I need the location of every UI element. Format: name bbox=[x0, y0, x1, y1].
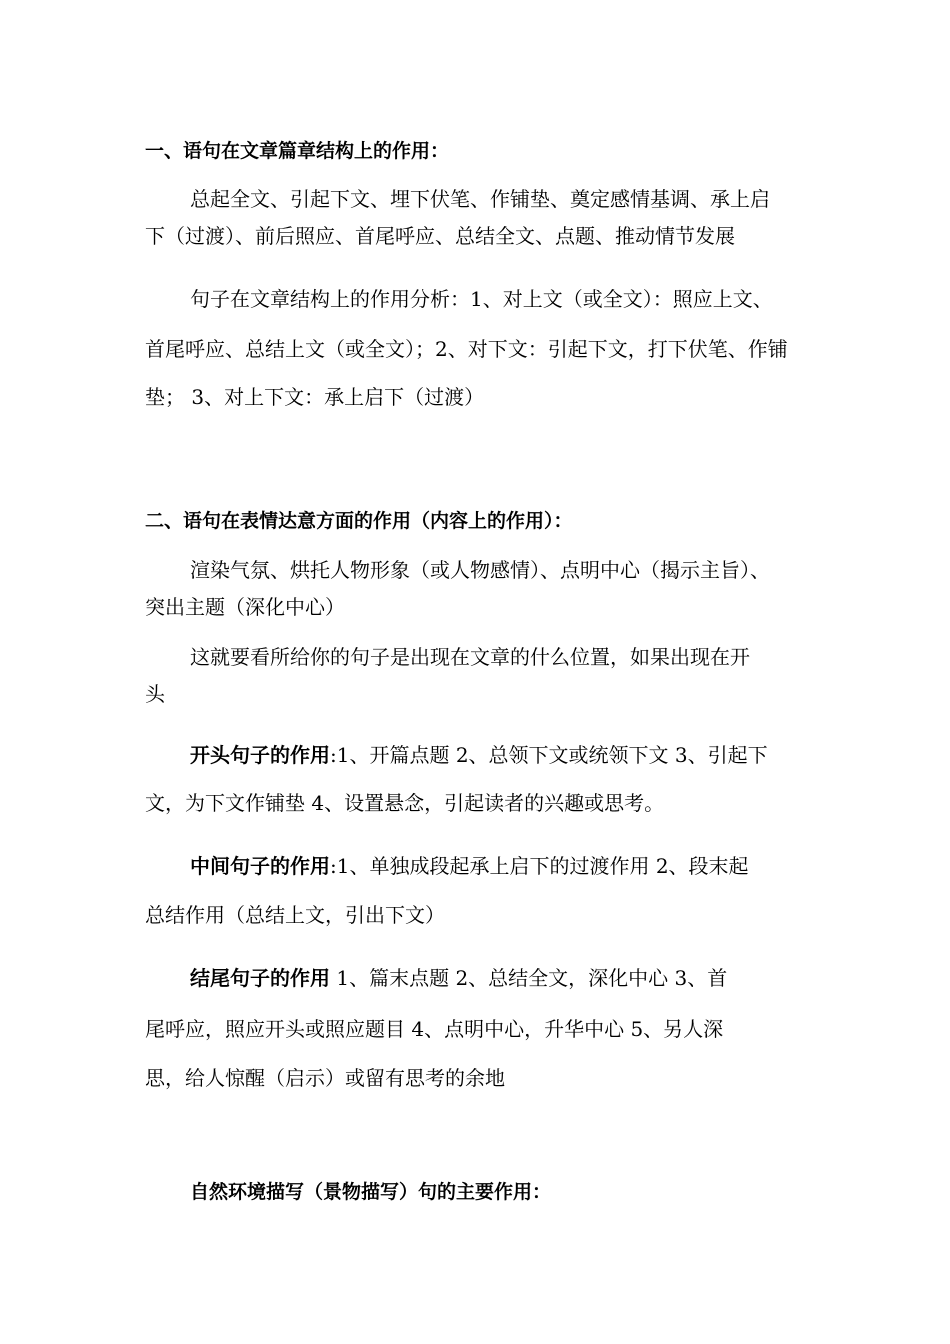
section1-para2-line3: 垫； 3、对上下文：承上启下（过渡） bbox=[145, 385, 485, 409]
section2-heading: 二、语句在表情达意方面的作用（内容上的作用）： bbox=[145, 510, 573, 532]
section2-para1-line2: 突出主题（深化中心） bbox=[145, 595, 345, 619]
ending-sentence-label: 结尾句子的作用 bbox=[190, 966, 330, 990]
middle-sentence-text: :1、单独成段起承上启下的过渡作用 2、段末起 bbox=[330, 854, 749, 878]
section1-para2-line2: 首尾呼应、总结上文（或全文）；2、对下文：引起下文，打下伏笔、作铺 bbox=[145, 337, 788, 361]
section2-para2-line2: 头 bbox=[145, 682, 165, 706]
middle-sentence-line1 bbox=[190, 854, 815, 878]
opening-sentence-line1 bbox=[190, 743, 815, 767]
ending-sentence-line2: 尾呼应，照应开头或照应题目 4、点明中心，升华中心 5、另人深 bbox=[145, 1017, 724, 1041]
section1-heading: 一、语句在文章篇章结构上的作用： bbox=[145, 140, 450, 162]
section1-para2-line1: 句子在文章结构上的作用分析：1、对上文（或全文）：照应上文、 bbox=[190, 287, 773, 311]
section3-heading: 自然环境描写（景物描写）句的主要作用： bbox=[190, 1181, 552, 1203]
section2-para1-line1: 渲染气氛、烘托人物形象（或人物感情）、点明中心（揭示主旨）、 bbox=[190, 558, 770, 582]
middle-sentence-label: 中间句子的作用 bbox=[190, 854, 330, 878]
ending-sentence-line1 bbox=[190, 966, 815, 990]
opening-sentence-text: :1、开篇点题 2、总领下文或统领下文 3、引起下 bbox=[330, 743, 768, 767]
section1-para1-line2: 下（过渡）、前后照应、首尾呼应、总结全文、点题、推动情节发展 bbox=[145, 224, 735, 248]
ending-sentence-line3: 思，给人惊醒（启示）或留有思考的余地 bbox=[145, 1066, 505, 1090]
section2-para2-line1: 这就要看所给你的句子是出现在文章的什么位置，如果出现在开 bbox=[190, 645, 750, 669]
ending-sentence-text: 1、篇末点题 2、总结全文，深化中心 3、首 bbox=[330, 966, 728, 990]
middle-sentence-line2: 总结作用（总结上文，引出下文） bbox=[145, 903, 445, 927]
section1-para1-line1: 总起全文、引起下文、埋下伏笔、作铺垫、奠定感情基调、承上启 bbox=[190, 187, 770, 211]
opening-sentence-line2: 文，为下文作铺垫 4、设置悬念，引起读者的兴趣或思考。 bbox=[145, 791, 665, 815]
opening-sentence-label: 开头句子的作用 bbox=[190, 743, 330, 767]
